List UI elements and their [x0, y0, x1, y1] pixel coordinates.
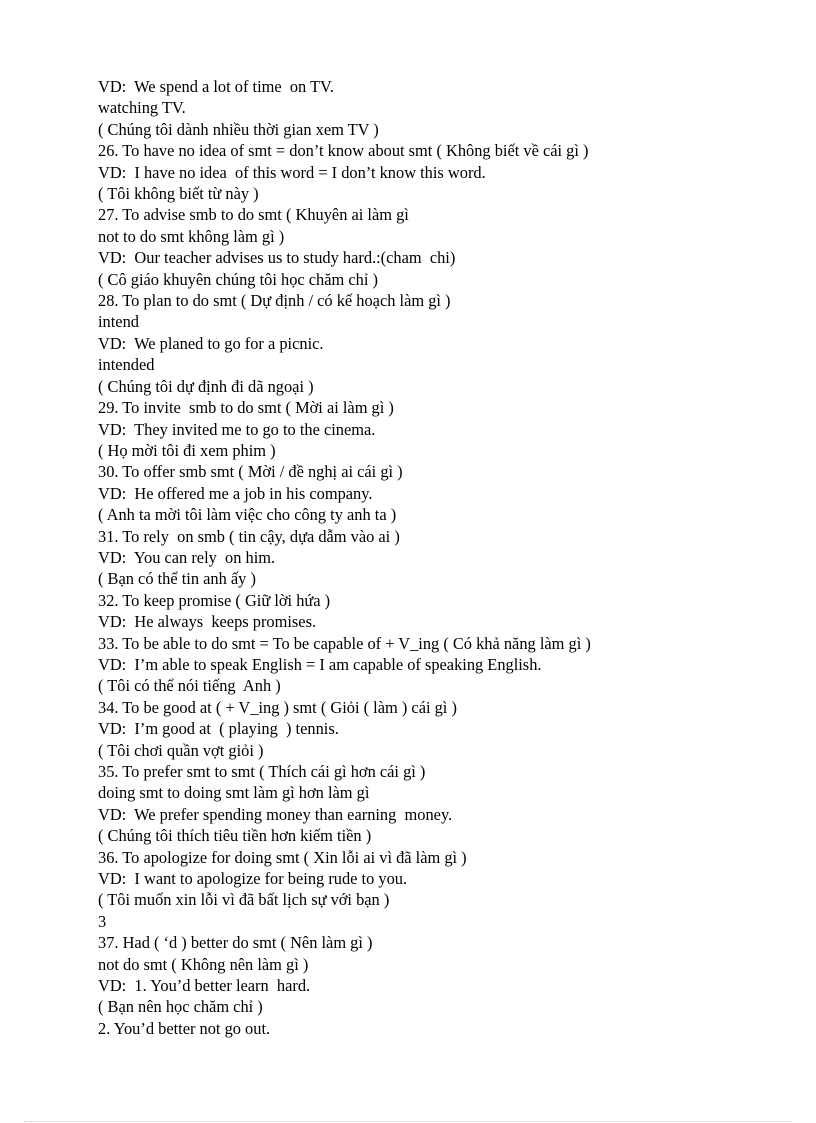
text-line: intended	[98, 355, 155, 375]
text-line: not do smt ( Không nên làm gì )	[98, 954, 309, 974]
text-line: VD: You can rely on him.	[98, 547, 276, 567]
text-line: ( Bạn có thể tin anh ấy )	[98, 569, 256, 589]
text-line: 28. To plan to do smt ( Dự định / có kế hoạch làm gì )	[98, 291, 451, 311]
page-bottom-rule	[24, 1121, 792, 1122]
text-line: VD: I have no idea of this word = I don’t know this word.	[98, 162, 486, 182]
text-line: VD: 1. You’d better learn hard.	[98, 976, 311, 996]
text-line: 29. To invite smb to do smt ( Mời ai làm gì )	[98, 398, 394, 418]
text-line: VD: He always keeps promises.	[98, 612, 317, 632]
text-line: 30. To offer smb smt ( Mời / đề nghị ai cái gì )	[98, 462, 403, 482]
text-line: ( Tôi chơi quần vợt giỏi )	[98, 740, 264, 760]
text-line: ( Anh ta mời tôi làm việc cho công ty anh ta )	[98, 505, 397, 525]
text-line: VD: We prefer spending money than earning money.	[98, 804, 453, 824]
document-text	[98, 76, 798, 1039]
text-line: VD: We planed to go for a picnic.	[98, 333, 324, 353]
text-line: VD: Our teacher advises us to study hard.:(cham chi)	[98, 248, 456, 268]
text-line: ( Tôi không biết từ này )	[98, 184, 259, 204]
text-line: ( Họ mời tôi đi xem phim )	[98, 440, 276, 460]
text-line: VD: I want to apologize for being rude to you.	[98, 869, 408, 889]
text-line: ( Cô giáo khuyên chúng tôi học chăm chỉ )	[98, 269, 378, 289]
text-line: VD: I’m able to speak English = I am capable of speaking English.	[98, 654, 542, 674]
text-line: 26. To have no idea of smt = don’t know about smt ( Không biết về cái gì )	[98, 141, 589, 161]
text-line: ( Chúng tôi thích tiêu tiền hơn kiếm tiền )	[98, 826, 372, 846]
text-line: 2. You’d better not go out.	[98, 1018, 271, 1038]
text-line: 27. To advise smb to do smt ( Khuyên ai làm gì	[98, 205, 409, 225]
text-line: not to do smt không làm gì )	[98, 226, 285, 246]
text-line: 35. To prefer smt to smt ( Thích cái gì hơn cái gì )	[98, 762, 426, 781]
text-line: 36. To apologize for doing smt ( Xin lỗi ai vì đã làm gì )	[98, 847, 467, 867]
text-line: 33. To be able to do smt = To be capable of + V_ing ( Có khả năng làm gì )	[98, 633, 591, 653]
text-line: intend	[98, 312, 139, 332]
text-line: ( Chúng tôi dự định đi dã ngoại )	[98, 376, 314, 396]
text-line: ( Tôi có thể nói tiếng Anh )	[98, 676, 281, 696]
text-line: 3	[98, 911, 107, 931]
text-line: 37. Had ( ‘d ) better do smt ( Nên làm gì )	[98, 933, 373, 953]
text-line: ( Tôi muốn xin lỗi vì đã bất lịch sự với bạn )	[98, 890, 390, 910]
text-line: watching TV.	[98, 98, 186, 118]
text-line: VD: We spend a lot of time on TV.	[98, 77, 334, 96]
text-line: 34. To be good at ( + V_ing ) smt ( Giỏi ( làm ) cái gì )	[98, 697, 457, 717]
text-line: VD: They invited me to go to the cinema.	[98, 419, 376, 439]
text-line: VD: I’m good at ( playing ) tennis.	[98, 719, 339, 739]
text-line: VD: He offered me a job in his company.	[98, 483, 373, 503]
text-line: doing smt to doing smt làm gì hơn làm gì	[98, 783, 370, 803]
text-line: ( Chúng tôi dành nhiều thời gian xem TV )	[98, 119, 379, 139]
text-line: ( Bạn nên học chăm chỉ )	[98, 997, 263, 1017]
text-line: 32. To keep promise ( Giữ lời hứa )	[98, 590, 331, 610]
text-line: 31. To rely on smb ( tin cậy, dựa dẫm vào ai )	[98, 526, 400, 546]
